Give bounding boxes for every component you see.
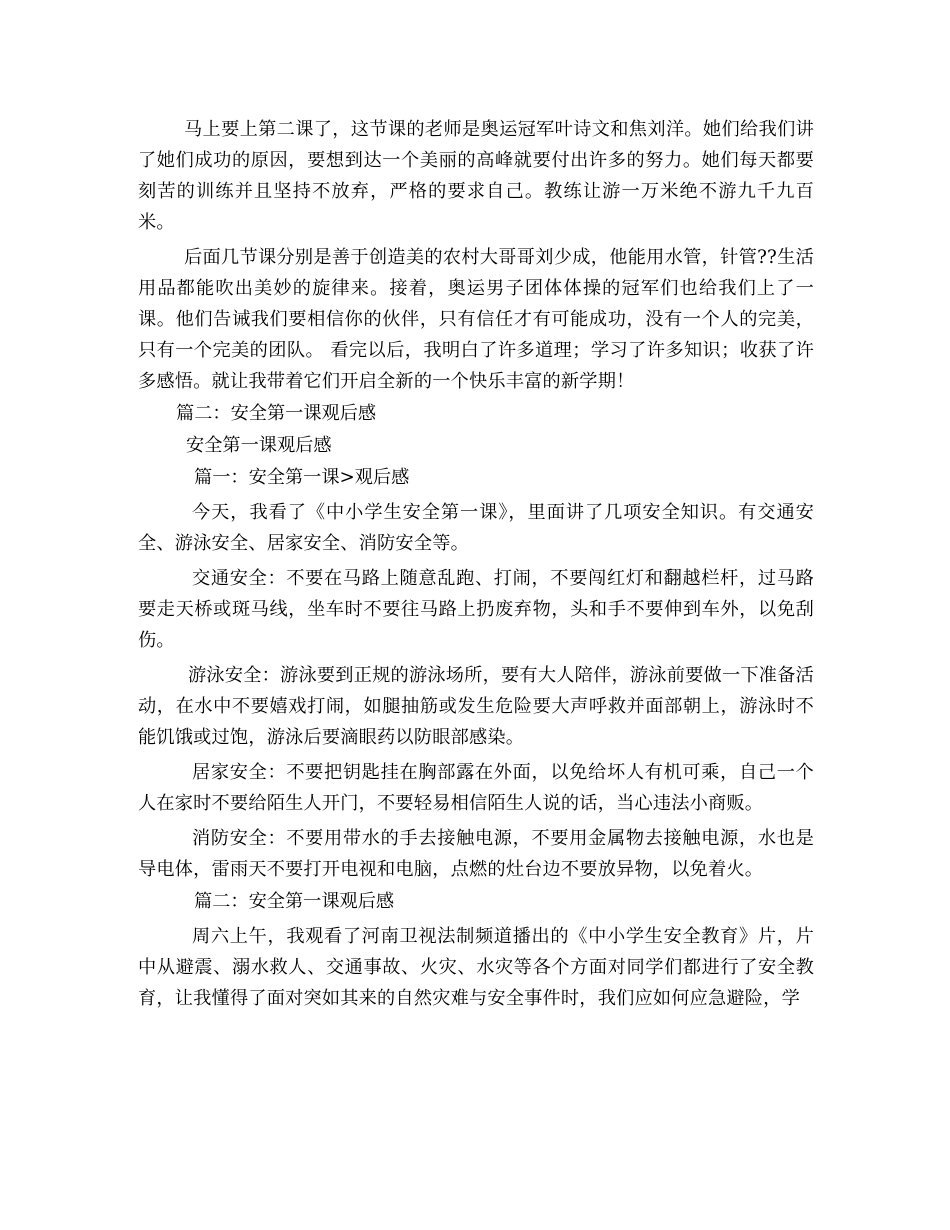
- paragraph-fire-safety: 消防安全：不要用带水的手去接触电源，不要用金属物去接触电源，水也是导电体，雷雨天不要打开电视和电脑，点燃的灶台边不要放异物，以免着火。: [138, 828, 814, 880]
- paragraph-swimming-safety: 游泳安全：游泳要到正规的游泳场所，要有大人陪伴，游泳前要做一下准备活动，在水中不要嬉戏打闹，如腿抽筋或发生危险要大声呼救并面部朝上，游泳时不能饥饿或过饱，游泳后要滴眼药以防眼部感染。: [138, 665, 814, 748]
- section-heading-part-two-repeat: 篇二：安全第一课观后感: [194, 891, 395, 912]
- paragraph-saturday: 周六上午，我观看了河南卫视法制频道播出的《中小学生安全教育》片，片中从避震、溺水救人、交通事故、火灾、水灾等各个方面对同学们都进行了安全教育，让我懂得了面对突如其来的自然灾难与安全事件时，我们应如何应急避险，学: [138, 926, 814, 1009]
- document-body: [138, 114, 814, 1018]
- article-title: 安全第一课观后感: [186, 435, 332, 456]
- section-heading-part-two: 篇二：安全第一课观后感: [176, 403, 377, 424]
- paragraph-today: 今天，我看了《中小学生安全第一课》，里面讲了几项安全知识。有交通安全、游泳安全、居家安全、消防安全等。: [138, 502, 814, 554]
- paragraph-home-safety: 居家安全：不要把钥匙挂在胸部露在外面，以免给坏人有机可乘，自己一个人在家时不要给陌生人开门，不要轻易相信陌生人说的话，当心违法小商贩。: [138, 762, 814, 814]
- paragraph-second-lesson: 马上要上第二课了，这节课的老师是奥运冠军叶诗文和焦刘洋。她们给我们讲了她们成功的原因，要想到达一个美丽的高峰就要付出许多的努力。她们每天都要刻苦的训练并且坚持不放弃，严格的要求自己。教练让游一万米绝不游九千九百米。: [138, 119, 814, 233]
- paragraph-traffic-safety: 交通安全：不要在马路上随意乱跑、打闹，不要闯红灯和翻越栏杆，过马路要走天桥或斑马线，坐车时不要往马路上扔废弃物，头和手不要伸到车外，以免刮伤。: [138, 568, 814, 651]
- section-heading-part-one: 篇一：安全第一课>观后感: [194, 467, 410, 488]
- paragraph-later-lessons: 后面几节课分别是善于创造美的农村大哥哥刘少成，他能用水管，针管??生活用品都能吹出美妙的旋律来。接着，奥运男子团体体操的冠军们也给我们上了一课。他们告诫我们要相信你的伙伴，只有信任才有可能成功，没有一个人的完美，只有一个完美的团队。 看完以后，我明白了许多道理；学习了许多知识；收获了许多感悟。就让我带着它们开启全新的一个快乐丰富的新学期！: [138, 247, 814, 392]
